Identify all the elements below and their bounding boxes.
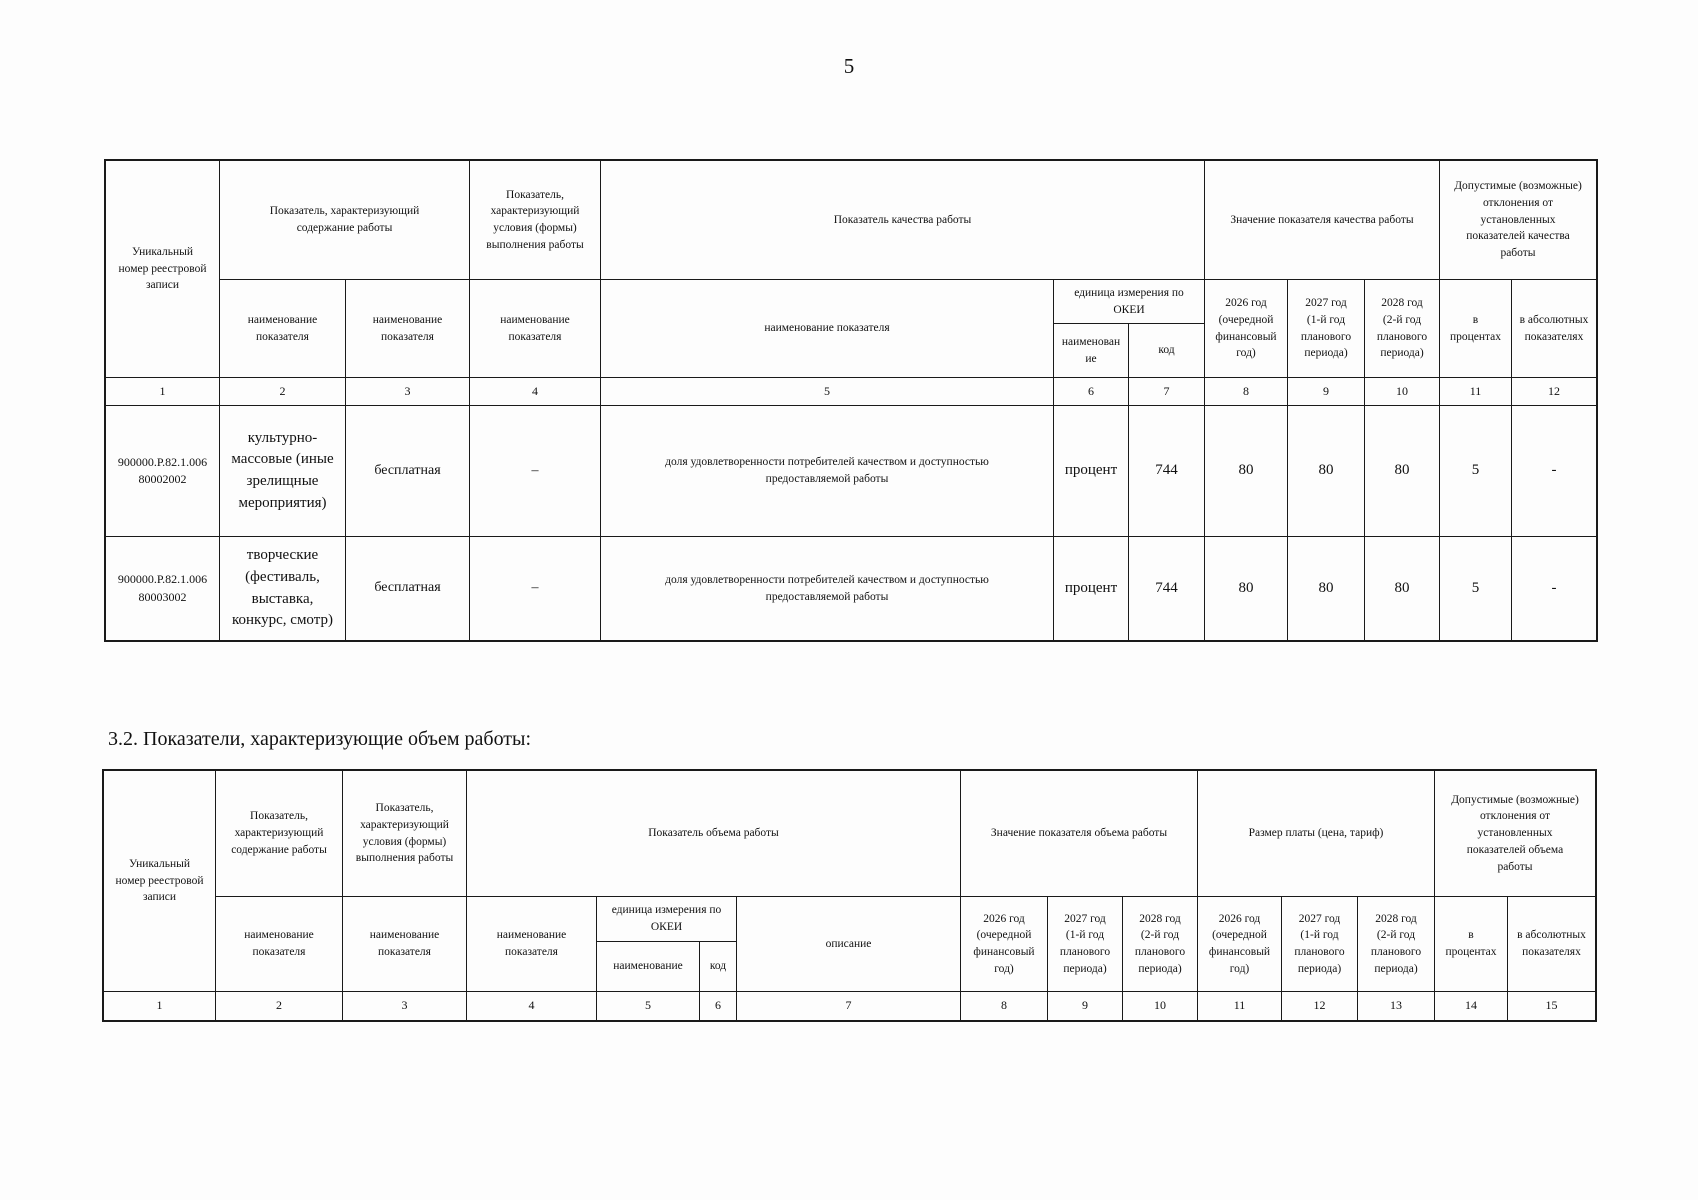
header-value-group: Значение показателя качества работы <box>1204 160 1440 280</box>
header-fee-group: Размер платы (цена, тариф) <box>1197 770 1435 897</box>
header-unique-number: Уникальный номер реестровой записи <box>103 770 216 992</box>
table-row-value-2026: 80 <box>1204 536 1288 641</box>
section-heading: 3.2. Показатели, характеризующие объем работы: <box>108 728 532 750</box>
header-indicator-name-2: наименование показателя <box>342 896 467 992</box>
column-number: 4 <box>469 377 601 406</box>
column-number: 12 <box>1511 377 1597 406</box>
column-number: 7 <box>1128 377 1205 406</box>
header-unit-name: наименован ие <box>1053 323 1129 378</box>
header-description: описание <box>736 896 961 992</box>
page-number: 5 <box>843 54 855 78</box>
column-number: 6 <box>699 991 737 1021</box>
column-number: 7 <box>736 991 961 1021</box>
column-number: 5 <box>600 377 1054 406</box>
header-quality-group: Показатель качества работы <box>600 160 1205 280</box>
column-number: 3 <box>342 991 467 1021</box>
table-row-value-2026: 80 <box>1204 405 1288 537</box>
table-row-condition: – <box>469 536 601 641</box>
column-number: 1 <box>105 377 220 406</box>
header-deviation-group: Допустимые (возможные) отклонения от установленных показателей качества работы <box>1439 160 1597 280</box>
header-fee-2028: 2028 год (2-й год планового периода) <box>1357 896 1435 992</box>
header-deviation-group: Допустимые (возможные) отклонения от установленных показателей объема работы <box>1434 770 1596 897</box>
column-number: 6 <box>1053 377 1129 406</box>
header-unit-group: единица измерения по ОКЕИ <box>596 896 737 942</box>
table-row-value-2027: 80 <box>1287 536 1365 641</box>
table-row-metric: доля удовлетворенности потребителей качеством и доступностью предоставляемой работы <box>600 405 1054 537</box>
table-row-deviation-percent: 5 <box>1439 536 1512 641</box>
header-indicator-name-2: наименование показателя <box>345 279 470 378</box>
table-row-deviation-percent: 5 <box>1439 405 1512 537</box>
table-row-registry-code: 900000.Р.82.1.006 80003002 <box>105 536 220 641</box>
table-row-unit: процент <box>1053 405 1129 537</box>
header-volume-group: Показатель объема работы <box>466 770 961 897</box>
header-unique-number: Уникальный номер реестровой записи <box>105 160 220 378</box>
table-row-deviation-absolute: - <box>1511 536 1597 641</box>
column-number: 8 <box>960 991 1048 1021</box>
column-number: 12 <box>1281 991 1358 1021</box>
header-year-2028: 2028 год (2-й год планового периода) <box>1122 896 1198 992</box>
header-condition-group: Показатель, характеризующий условия (формы) выполнения работы <box>469 160 601 280</box>
header-percent: в процентах <box>1434 896 1508 992</box>
table-row-form: бесплатная <box>345 536 470 641</box>
column-number: 3 <box>345 377 470 406</box>
column-number: 10 <box>1122 991 1198 1021</box>
table-row-form: бесплатная <box>345 405 470 537</box>
table-row-content: культурно- массовые (иные зрелищные мероприятия) <box>219 405 346 537</box>
column-number: 11 <box>1197 991 1282 1021</box>
column-number: 14 <box>1434 991 1508 1021</box>
column-number: 1 <box>103 991 216 1021</box>
column-number: 5 <box>596 991 700 1021</box>
header-metric-name: наименование показателя <box>600 279 1054 378</box>
header-unit-name: наименование <box>596 941 700 992</box>
column-number: 11 <box>1439 377 1512 406</box>
header-value-group: Значение показателя объема работы <box>960 770 1198 897</box>
header-indicator-name-3: наименование показателя <box>469 279 601 378</box>
header-year-2026: 2026 год (очередной финансовый год) <box>960 896 1048 992</box>
header-fee-2027: 2027 год (1-й год планового периода) <box>1281 896 1358 992</box>
column-number: 15 <box>1507 991 1596 1021</box>
table-row-value-2028: 80 <box>1364 405 1440 537</box>
header-fee-2026: 2026 год (очередной финансовый год) <box>1197 896 1282 992</box>
table-row-deviation-absolute: - <box>1511 405 1597 537</box>
table-row-value-2028: 80 <box>1364 536 1440 641</box>
header-year-2026: 2026 год (очередной финансовый год) <box>1204 279 1288 378</box>
table-row-content: творческие (фестиваль, выставка, конкурс, смотр) <box>219 536 346 641</box>
column-number: 2 <box>215 991 343 1021</box>
header-absolute: в абсолютных показателях <box>1507 896 1596 992</box>
header-indicator-name-1: наименование показателя <box>215 896 343 992</box>
table-row-unit: процент <box>1053 536 1129 641</box>
header-unit-group: единица измерения по ОКЕИ <box>1053 279 1205 324</box>
table-row-unit-code: 744 <box>1128 536 1205 641</box>
header-unit-code: код <box>1128 323 1205 378</box>
header-indicator-name-3: наименование показателя <box>466 896 597 992</box>
table-row-registry-code: 900000.Р.82.1.006 80002002 <box>105 405 220 537</box>
column-number: 9 <box>1287 377 1365 406</box>
header-content-group: Показатель, характеризующий содержание работы <box>219 160 470 280</box>
header-unit-code: код <box>699 941 737 992</box>
header-year-2028: 2028 год (2-й год планового периода) <box>1364 279 1440 378</box>
header-indicator-name-1: наименование показателя <box>219 279 346 378</box>
table-row-condition: – <box>469 405 601 537</box>
column-number: 9 <box>1047 991 1123 1021</box>
header-content-group: Показатель, характеризующий содержание работы <box>215 770 343 897</box>
column-number: 8 <box>1204 377 1288 406</box>
header-year-2027: 2027 год (1-й год планового периода) <box>1287 279 1365 378</box>
column-number: 4 <box>466 991 597 1021</box>
header-year-2027: 2027 год (1-й год планового периода) <box>1047 896 1123 992</box>
column-number: 10 <box>1364 377 1440 406</box>
table-row-value-2027: 80 <box>1287 405 1365 537</box>
table-row-unit-code: 744 <box>1128 405 1205 537</box>
header-condition-group: Показатель, характеризующий условия (формы) выполнения работы <box>342 770 467 897</box>
column-number: 13 <box>1357 991 1435 1021</box>
table-row-metric: доля удовлетворенности потребителей качеством и доступностью предоставляемой работы <box>600 536 1054 641</box>
column-number: 2 <box>219 377 346 406</box>
header-absolute: в абсолютных показателях <box>1511 279 1597 378</box>
header-percent: в процентах <box>1439 279 1512 378</box>
